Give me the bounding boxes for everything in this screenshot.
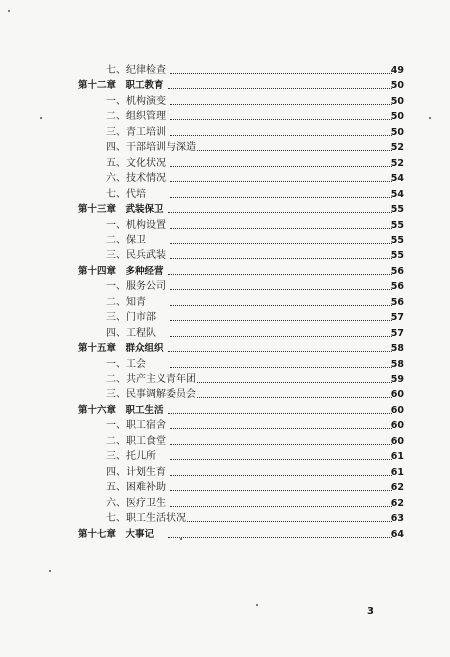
toc-section-entry [0,249,450,263]
toc-entry-page: 54 [390,173,404,184]
toc-entry-page: 58 [390,359,404,370]
dot-leader [170,258,392,259]
scan-speck [256,604,258,606]
toc-section-entry [0,110,450,124]
toc-entry-title: 七、职工生活状况 [106,513,186,524]
page-number: 3 [367,606,374,617]
dot-leader [168,212,392,213]
dot-leader [170,289,392,290]
toc-section-entry [0,450,450,464]
toc-entry-page: 50 [390,96,404,107]
toc-entry-title: 二、保卫 [106,235,146,246]
toc-chapter-entry [0,404,450,418]
dot-leader [170,506,392,507]
toc-entry-title: 三、托儿所 [106,451,156,462]
toc-entry-page: 60 [390,420,404,431]
toc-entry-title: 第十三章 武装保卫 [78,204,164,215]
toc-entry-page: 55 [390,220,404,231]
toc-entry-title: 三、青工培训 [106,127,166,138]
toc-entry-page: 52 [390,142,404,153]
scan-speck [49,570,51,572]
dot-leader [170,459,392,460]
toc-entry-page: 50 [390,127,404,138]
toc-entry-title: 五、文化状况 [106,158,166,169]
dot-leader [170,305,392,306]
dot-leader [170,397,392,398]
dot-leader [170,150,392,151]
toc-entry-page: 61 [390,451,404,462]
toc-entry-page: 52 [390,158,404,169]
toc-entry-title: 一、职工宿舍 [106,420,166,431]
toc-chapter-entry [0,528,450,542]
dot-leader [168,274,392,275]
toc-section-entry [0,419,450,433]
toc-entry-title: 第十六章 职工生活 [78,405,164,416]
scan-speck [40,117,42,119]
toc-section-entry [0,280,450,294]
dot-leader [170,382,392,383]
toc-entry-title: 二、组织管理 [106,111,166,122]
toc-entry-page: 54 [390,189,404,200]
dot-leader [170,444,392,445]
toc-entry-title: 第十五章 群众组织 [78,343,164,354]
dot-leader [170,521,392,522]
toc-entry-page: 59 [390,374,404,385]
toc-entry-title: 四、工程队 [106,328,156,339]
toc-section-entry [0,234,450,248]
toc-entry-page: 58 [390,343,404,354]
dot-leader [170,367,392,368]
toc-entry-title: 四、干部培训与深造 [106,142,196,153]
toc-entry-page: 56 [390,297,404,308]
dot-leader [170,228,392,229]
toc-section-entry [0,358,450,372]
toc-entry-title: 二、共产主义青年团 [106,374,196,385]
toc-chapter-entry [0,203,450,217]
dot-leader [168,413,392,414]
toc-entry-title: 七、纪律检查 [106,65,166,76]
toc-entry-title: 第十二章 职工教育 [78,80,164,91]
toc-entry-title: 三、门市部 [106,312,156,323]
dot-leader [168,351,392,352]
toc-entry-title: 一、服务公司 [106,281,166,292]
dot-leader [170,243,392,244]
toc-section-entry [0,141,450,155]
toc-section-entry [0,373,450,387]
toc-section-entry [0,435,450,449]
toc-entry-title: 三、民事调解委员会 [106,389,196,400]
toc-section-entry [0,64,450,78]
dot-leader [170,428,392,429]
dot-leader [168,88,392,89]
toc-entry-page: 57 [390,312,404,323]
toc-section-entry [0,327,450,341]
toc-section-entry [0,95,450,109]
toc-entry-title: 一、机构演变 [106,96,166,107]
dot-leader [170,119,392,120]
dot-leader [170,475,392,476]
toc-entry-page: 60 [390,436,404,447]
dot-leader [170,104,392,105]
toc-entry-page: 55 [390,235,404,246]
dot-leader [170,490,392,491]
toc-section-entry [0,296,450,310]
toc-section-entry [0,219,450,233]
toc-section-entry [0,126,450,140]
toc-section-entry [0,311,450,325]
toc-section-entry [0,172,450,186]
toc-section-entry [0,466,450,480]
toc-entry-title: 二、职工食堂 [106,436,166,447]
toc-entry-title: 四、计划生育 [106,467,166,478]
dot-leader [170,197,392,198]
toc-section-entry [0,512,450,526]
toc-chapter-entry [0,265,450,279]
dot-leader [170,135,392,136]
toc-chapter-entry [0,79,450,93]
dot-leader [170,320,392,321]
toc-entry-title: 五、困难补助 [106,482,166,493]
toc-entry-page: 50 [390,111,404,122]
toc-section-entry [0,481,450,495]
toc-entry-page: 56 [390,266,404,277]
toc-entry-page: 64 [390,529,404,540]
toc-entry-page: 61 [390,467,404,478]
toc-entry-title: 二、知青 [106,297,146,308]
toc-entry-title: 第十七章 大事记 [78,529,155,540]
toc-entry-page: 49 [390,65,404,76]
toc-chapter-entry [0,342,450,356]
toc-entry-page: 63 [390,513,404,524]
toc-entry-title: 七、代培 [106,189,146,200]
toc-entry-title: 一、机构设置 [106,220,166,231]
toc-entry-page: 60 [390,389,404,400]
toc-entry-title: 第十四章 多种经营 [78,266,164,277]
toc-entry-title: 六、医疗卫生 [106,498,166,509]
toc-entry-page: 62 [390,498,404,509]
dot-leader [170,181,392,182]
toc-entry-page: 62 [390,482,404,493]
dot-leader [168,537,392,538]
toc-entry-title: 三、民兵武装 [106,250,166,261]
toc-entry-page: 57 [390,328,404,339]
scan-speck [429,117,431,119]
toc-section-entry [0,388,450,402]
toc-section-entry [0,157,450,171]
toc-section-entry [0,188,450,202]
dot-leader [170,73,392,74]
scan-speck [8,10,10,12]
toc-entry-page: 56 [390,281,404,292]
toc-entry-page: 55 [390,250,404,261]
toc-entry-page: 60 [390,405,404,416]
toc-entry-title: 一、工会 [106,359,146,370]
dot-leader [170,166,392,167]
toc-section-entry [0,497,450,511]
dot-leader [170,336,392,337]
toc-entry-title: 六、技术情况 [106,173,166,184]
toc-entry-page: 55 [390,204,404,215]
toc-entry-page: 50 [390,80,404,91]
scan-speck [180,538,182,540]
